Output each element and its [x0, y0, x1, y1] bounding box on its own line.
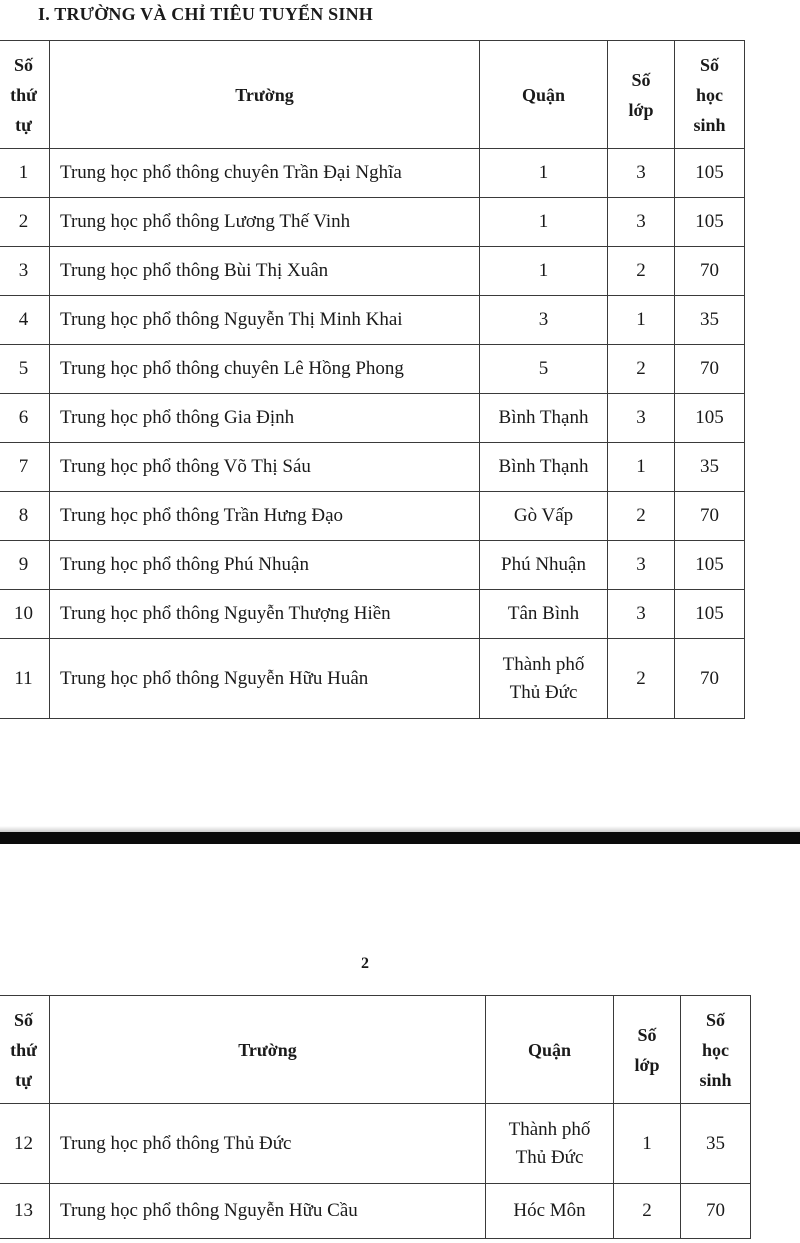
district: Bình Thạnh [480, 443, 608, 492]
class-count: 3 [608, 541, 675, 590]
student-count: 35 [681, 1104, 751, 1184]
district: 1 [480, 198, 608, 247]
row-number: 10 [0, 590, 50, 639]
header-district: Quận [486, 996, 614, 1104]
district: Thành phố Thủ Đức [486, 1104, 614, 1184]
district: 1 [480, 247, 608, 296]
school-name: Trung học phổ thông Thủ Đức [50, 1104, 486, 1184]
header-stt: Số thứ tự [0, 996, 50, 1104]
header-students: Số học sinh [675, 41, 745, 149]
section-title: I. TRƯỜNG VÀ CHỈ TIÊU TUYỂN SINH [38, 4, 373, 24]
schools-table-page-2 [0, 995, 751, 1239]
header-stt: Số thứ tự [0, 41, 50, 149]
table-body-page-2 [0, 1104, 751, 1239]
table-row [0, 492, 745, 541]
schools-table-page-1 [0, 40, 745, 719]
page-number: 2 [361, 955, 369, 972]
row-number: 6 [0, 394, 50, 443]
class-count: 1 [608, 296, 675, 345]
row-number: 4 [0, 296, 50, 345]
district: Gò Vấp [480, 492, 608, 541]
school-name: Trung học phổ thông Nguyễn Thượng Hiền [50, 590, 480, 639]
class-count: 2 [608, 345, 675, 394]
school-name: Trung học phổ thông chuyên Lê Hồng Phong [50, 345, 480, 394]
table-row [0, 149, 745, 198]
student-count: 70 [681, 1184, 751, 1239]
student-count: 105 [675, 541, 745, 590]
table-row [0, 541, 745, 590]
class-count: 3 [608, 198, 675, 247]
header-classes: Số lớp [614, 996, 681, 1104]
row-number: 12 [0, 1104, 50, 1184]
school-name: Trung học phổ thông Nguyễn Thị Minh Khai [50, 296, 480, 345]
district: Tân Bình [480, 590, 608, 639]
school-name: Trung học phổ thông Nguyễn Hữu Huân [50, 639, 480, 719]
class-count: 3 [608, 394, 675, 443]
header-row [0, 996, 751, 1104]
student-count: 105 [675, 590, 745, 639]
student-count: 70 [675, 345, 745, 394]
row-number: 9 [0, 541, 50, 590]
table-row [0, 247, 745, 296]
school-name: Trung học phổ thông chuyên Trần Đại Nghĩa [50, 149, 480, 198]
row-number: 13 [0, 1184, 50, 1239]
page-break-divider [0, 832, 800, 844]
table-row [0, 443, 745, 492]
district: Phú Nhuận [480, 541, 608, 590]
header-classes: Số lớp [608, 41, 675, 149]
school-name: Trung học phổ thông Gia Định [50, 394, 480, 443]
school-name: Trung học phổ thông Nguyễn Hữu Cầu [50, 1184, 486, 1239]
district: 1 [480, 149, 608, 198]
table-row [0, 345, 745, 394]
row-number: 5 [0, 345, 50, 394]
school-name: Trung học phổ thông Bùi Thị Xuân [50, 247, 480, 296]
row-number: 1 [0, 149, 50, 198]
header-school: Trường [50, 41, 480, 149]
header-row [0, 41, 745, 149]
student-count: 70 [675, 492, 745, 541]
table-row [0, 1184, 751, 1239]
district: Bình Thạnh [480, 394, 608, 443]
student-count: 105 [675, 149, 745, 198]
class-count: 1 [614, 1104, 681, 1184]
school-name: Trung học phổ thông Phú Nhuận [50, 541, 480, 590]
header-school: Trường [50, 996, 486, 1104]
student-count: 70 [675, 247, 745, 296]
student-count: 35 [675, 296, 745, 345]
row-number: 7 [0, 443, 50, 492]
class-count: 1 [608, 443, 675, 492]
header-students: Số học sinh [681, 996, 751, 1104]
class-count: 2 [608, 247, 675, 296]
class-count: 2 [614, 1184, 681, 1239]
table-body-page-1 [0, 149, 745, 719]
table-row [0, 198, 745, 247]
district: 5 [480, 345, 608, 394]
class-count: 3 [608, 590, 675, 639]
school-name: Trung học phổ thông Trần Hưng Đạo [50, 492, 480, 541]
school-name: Trung học phổ thông Võ Thị Sáu [50, 443, 480, 492]
row-number: 2 [0, 198, 50, 247]
district: Hóc Môn [486, 1184, 614, 1239]
table-row [0, 1104, 751, 1184]
header-district: Quận [480, 41, 608, 149]
row-number: 3 [0, 247, 50, 296]
district: Thành phố Thủ Đức [480, 639, 608, 719]
class-count: 3 [608, 149, 675, 198]
table-row [0, 590, 745, 639]
district: 3 [480, 296, 608, 345]
school-name: Trung học phổ thông Lương Thế Vinh [50, 198, 480, 247]
student-count: 70 [675, 639, 745, 719]
student-count: 35 [675, 443, 745, 492]
student-count: 105 [675, 198, 745, 247]
table-row [0, 639, 745, 719]
class-count: 2 [608, 639, 675, 719]
class-count: 2 [608, 492, 675, 541]
table-row [0, 296, 745, 345]
row-number: 8 [0, 492, 50, 541]
table-row [0, 394, 745, 443]
student-count: 105 [675, 394, 745, 443]
row-number: 11 [0, 639, 50, 719]
